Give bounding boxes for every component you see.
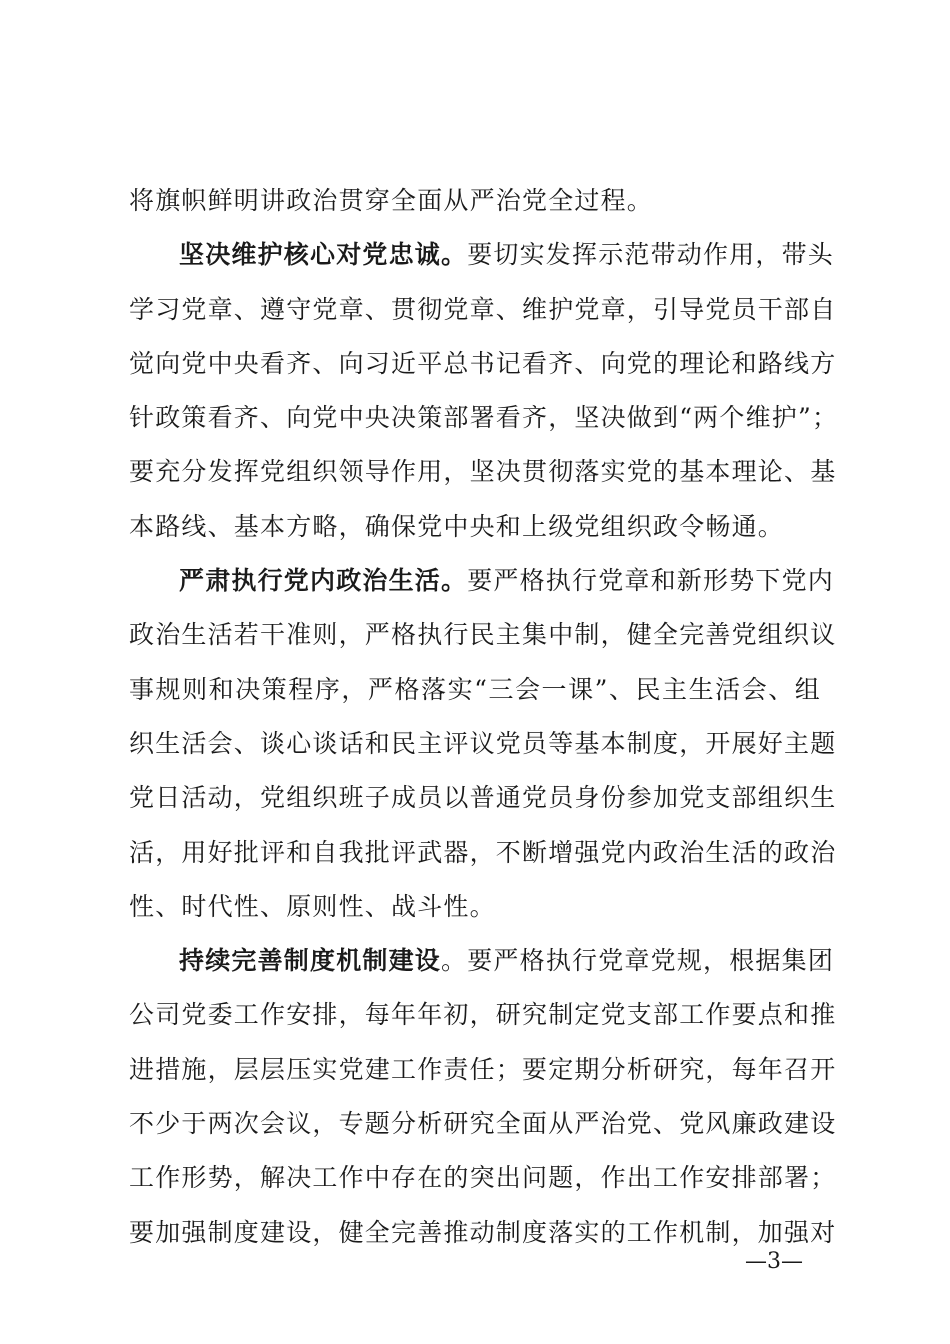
text-line: 工作形势，解决工作中存在的突出问题，作出工作安排部署；: [129, 1163, 837, 1193]
page-number: —3—: [745, 1249, 803, 1274]
text-run: 要切实发挥示范带动作用，带头: [467, 240, 835, 270]
text-line: 学习党章、遵守党章、贯彻党章、维护党章，引导党员干部自: [129, 294, 837, 324]
paragraph-first-line: [129, 554, 835, 608]
text-line: 政治生活若干准则，严格执行民主集中制，健全完善党组织议: [129, 620, 837, 650]
text-line: 活，用好批评和自我批评武器，不断增强党内政治生活的政治: [129, 837, 837, 867]
paragraph-first-line: [129, 228, 835, 282]
text-line: 要充分发挥党组织领导作用，坚决贯彻落实党的基本理论、基: [129, 457, 837, 487]
paragraph-first-line: [129, 934, 835, 988]
text-line: 性、时代性、原则性、战斗性。: [129, 891, 496, 921]
text-line: 进措施，层层压实党建工作责任；要定期分析研究，每年召开: [129, 1054, 837, 1084]
heading-punctuation: 。: [441, 946, 468, 976]
text-line: 不少于两次会议，专题分析研究全面从严治党、党风廉政建设: [129, 1109, 837, 1139]
text-run: 要严格执行党章党规，根据集团: [467, 946, 835, 976]
text-line: 本路线、基本方略，确保党中央和上级党组织政令畅通。: [129, 511, 785, 541]
paragraph-heading: 坚决维护核心对党忠诚。: [179, 240, 468, 270]
text-run: 要严格执行党章和新形势下党内: [467, 566, 835, 596]
text-line: 党日活动，党组织班子成员以普通党员身份参加党支部组织生: [129, 783, 837, 813]
text-line: 要加强制度建设，健全完善推动制度落实的工作机制，加强对: [129, 1217, 837, 1247]
paragraph-heading: 持续完善制度机制建设: [179, 946, 442, 976]
text-line: 事规则和决策程序，严格落实“三会一课”、民主生活会、组: [129, 674, 821, 704]
document-body: [129, 174, 839, 1260]
text-line: 将旗帜鲜明讲政治贯穿全面从严治党全过程。: [129, 186, 654, 215]
text-line: 公司党委工作安排，每年年初，研究制定党支部工作要点和推: [129, 1000, 837, 1030]
text-line: 觉向党中央看齐、向习近平总书记看齐、向党的理论和路线方: [129, 348, 837, 378]
paragraph-heading: 严肃执行党内政治生活。: [179, 566, 468, 596]
text-line: 织生活会、谈心谈话和民主评议党员等基本制度，开展好主题: [129, 728, 837, 758]
text-line: 针政策看齐、向党中央决策部署看齐，坚决做到“两个维护”；: [129, 403, 839, 433]
